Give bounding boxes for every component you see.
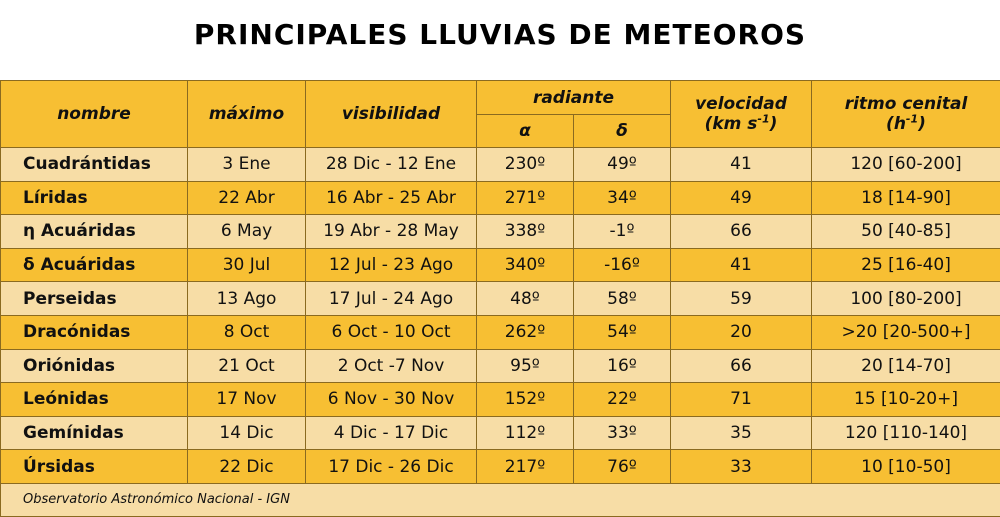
cell-delta: 22º: [574, 383, 671, 417]
cell-velocidad: 20: [671, 315, 812, 349]
cell-visibilidad: 17 Jul - 24 Ago: [306, 282, 477, 316]
cell-maximo: 3 Ene: [188, 148, 306, 182]
cell-visibilidad: 16 Abr - 25 Abr: [306, 181, 477, 215]
cell-maximo: 21 Oct: [188, 349, 306, 383]
cell-visibilidad: 6 Oct - 10 Oct: [306, 315, 477, 349]
cell-alpha: 340º: [477, 248, 574, 282]
cell-alpha: 338º: [477, 215, 574, 249]
cell-maximo: 22 Dic: [188, 450, 306, 484]
cell-ritmo: 120 [110-140]: [812, 416, 1000, 450]
header-radiante: radiante: [477, 81, 671, 115]
header-ritmo-unit: [886, 114, 926, 134]
cell-velocidad: 41: [671, 248, 812, 282]
cell-alpha: 152º: [477, 383, 574, 417]
table-row: [1, 282, 1000, 316]
table-row: [1, 248, 1000, 282]
cell-nombre: Perseidas: [1, 282, 188, 316]
table-row: [1, 450, 1000, 484]
cell-delta: 34º: [574, 181, 671, 215]
cell-maximo: 17 Nov: [188, 383, 306, 417]
cell-maximo: 13 Ago: [188, 282, 306, 316]
cell-velocidad: 71: [671, 383, 812, 417]
cell-delta: -1º: [574, 215, 671, 249]
cell-visibilidad: 17 Dic - 26 Dic: [306, 450, 477, 484]
cell-maximo: 22 Abr: [188, 181, 306, 215]
cell-nombre: Úrsidas: [1, 450, 188, 484]
cell-nombre: Leónidas: [1, 383, 188, 417]
cell-visibilidad: 6 Nov - 30 Nov: [306, 383, 477, 417]
cell-visibilidad: 2 Oct -7 Nov: [306, 349, 477, 383]
cell-velocidad: 33: [671, 450, 812, 484]
cell-alpha: 48º: [477, 282, 574, 316]
table-row: [1, 315, 1000, 349]
header-ritmo: [812, 81, 1000, 148]
table-footer: [1, 483, 1000, 516]
table-row: [1, 383, 1000, 417]
cell-ritmo: 25 [16-40]: [812, 248, 1000, 282]
cell-delta: 49º: [574, 148, 671, 182]
cell-visibilidad: 4 Dic - 17 Dic: [306, 416, 477, 450]
header-velocidad-label: velocidad: [695, 94, 787, 114]
cell-nombre: δ Acuáridas: [1, 248, 188, 282]
page-title: PRINCIPALES LLUVIAS DE METEOROS: [0, 18, 1000, 51]
cell-maximo: 14 Dic: [188, 416, 306, 450]
cell-velocidad: 59: [671, 282, 812, 316]
table-row: [1, 349, 1000, 383]
cell-alpha: 95º: [477, 349, 574, 383]
cell-delta: 16º: [574, 349, 671, 383]
table-row: [1, 215, 1000, 249]
meteor-showers-table: [0, 80, 1000, 517]
ritmo-unit-base: (h: [886, 114, 906, 134]
cell-ritmo: 18 [14-90]: [812, 181, 1000, 215]
velocidad-unit-base: (km s: [705, 114, 758, 134]
header-maximo: máximo: [188, 81, 306, 148]
cell-velocidad: 49: [671, 181, 812, 215]
cell-nombre: Dracónidas: [1, 315, 188, 349]
table-header: [1, 81, 1000, 148]
cell-maximo: 8 Oct: [188, 315, 306, 349]
cell-ritmo: 15 [10-20+]: [812, 383, 1000, 417]
source-credit: Observatorio Astronómico Nacional - IGN: [1, 483, 1000, 516]
cell-visibilidad: 19 Abr - 28 May: [306, 215, 477, 249]
ritmo-unit-close: ): [918, 114, 926, 134]
cell-nombre: Cuadrántidas: [1, 148, 188, 182]
cell-visibilidad: 28 Dic - 12 Ene: [306, 148, 477, 182]
cell-velocidad: 66: [671, 215, 812, 249]
header-velocidad-unit: [705, 114, 778, 134]
cell-velocidad: 66: [671, 349, 812, 383]
cell-ritmo: 100 [80-200]: [812, 282, 1000, 316]
cell-delta: 33º: [574, 416, 671, 450]
cell-alpha: 271º: [477, 181, 574, 215]
ritmo-unit-exp: -1: [906, 112, 918, 125]
cell-delta: 76º: [574, 450, 671, 484]
velocidad-unit-exp: -1: [757, 112, 769, 125]
header-delta: δ: [574, 115, 671, 148]
cell-alpha: 230º: [477, 148, 574, 182]
cell-alpha: 262º: [477, 315, 574, 349]
cell-maximo: 6 May: [188, 215, 306, 249]
cell-nombre: Líridas: [1, 181, 188, 215]
cell-velocidad: 41: [671, 148, 812, 182]
header-visibilidad: visibilidad: [306, 81, 477, 148]
cell-ritmo: 120 [60-200]: [812, 148, 1000, 182]
cell-nombre: Oriónidas: [1, 349, 188, 383]
cell-nombre: Gemínidas: [1, 416, 188, 450]
table-row: [1, 181, 1000, 215]
header-alpha: α: [477, 115, 574, 148]
cell-ritmo: >20 [20-500+]: [812, 315, 1000, 349]
header-ritmo-label: ritmo cenital: [845, 94, 968, 114]
table-row: [1, 416, 1000, 450]
cell-alpha: 112º: [477, 416, 574, 450]
cell-ritmo: 10 [10-50]: [812, 450, 1000, 484]
velocidad-unit-close: ): [770, 114, 778, 134]
cell-velocidad: 35: [671, 416, 812, 450]
cell-ritmo: 20 [14-70]: [812, 349, 1000, 383]
header-nombre: nombre: [1, 81, 188, 148]
cell-alpha: 217º: [477, 450, 574, 484]
cell-maximo: 30 Jul: [188, 248, 306, 282]
table-row: [1, 148, 1000, 182]
cell-delta: 54º: [574, 315, 671, 349]
cell-delta: -16º: [574, 248, 671, 282]
cell-nombre: η Acuáridas: [1, 215, 188, 249]
cell-ritmo: 50 [40-85]: [812, 215, 1000, 249]
header-velocidad: [671, 81, 812, 148]
cell-visibilidad: 12 Jul - 23 Ago: [306, 248, 477, 282]
cell-delta: 58º: [574, 282, 671, 316]
table-body: [1, 148, 1000, 484]
